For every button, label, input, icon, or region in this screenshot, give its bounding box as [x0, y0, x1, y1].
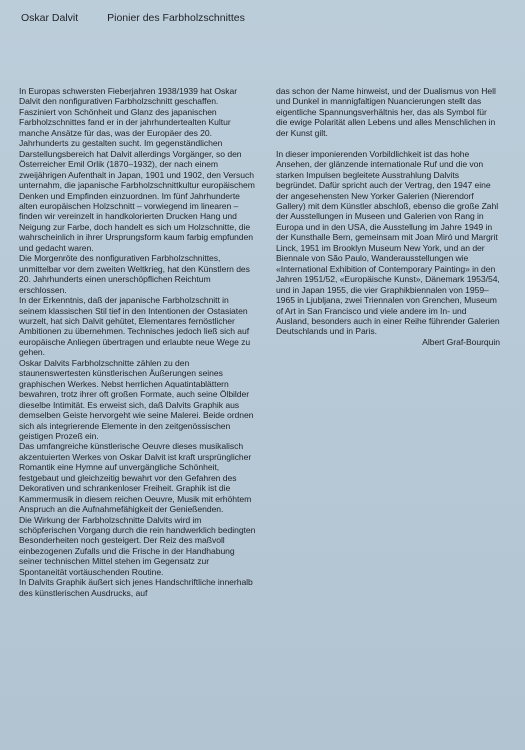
paragraph: Die Morgenröte des nonfigurativen Farbholzschnittes, unmittelbar vor dem zweiten Weltkrieg, hat den Künstlern des 20. Jahrhunderts einen unerschöpflichen Reichtum erschlossen. — [19, 253, 250, 295]
header-title: Pionier des Farbholzschnittes — [107, 12, 245, 24]
left-text-column — [19, 86, 256, 598]
page-header — [21, 12, 245, 24]
paragraph: In dieser imponierenden Vorbildlichkeit ist das hohe Ansehen, der glänzende internationale Ruf und die von starken Impulsen begleitete Ausstrahlung Dalvits begründet. Dafür spricht auch der Vertrag, den 1947 eine der angesehensten New Yorker Galerien (Nierendorf Gallery) mit dem Künstler abschloß, ebenso die große Zahl der Ausstellungen in Museen und Galerien von Rang in Europa und in den USA, die Ausstellung im Jahre 1949 in der Kunsthalle Bern, gemeinsam mit Joan Miró und Margrit Linck, 1951 im Brooklyn Museum New York, und an der Biennale von São Paulo, Wanderausstellungen wie «International Exhibition of Contemporary Painting» in den Jahren 1951/52, «Europäische Kunst», Dänemark 1953/54, und in Japan 1955, die vier Graphikbiennalen von 1959–1965 in Ljubljana, zwei Triennalen von Grenchen, Museum of Art in San Francisco und viele andere im In- und Ausland, besonders auch in einer Reihe führender Galerien Deutschlands und in Paris. — [276, 148, 500, 337]
paragraph: In der Erkenntnis, daß der japanische Farbholzschnitt in seinem klassischen Stil tief in den Intentionen der Ostasiaten wurzelt, hat sich Dalvit gehütet, Elementares fernöstlicher Ambitionen zu übernehmen. Technisches jedoch ließ sich auf europäische Anliegen übertragen und erlaubte neue Wege zu gehen. — [19, 295, 251, 358]
right-text-column — [276, 86, 500, 347]
paragraph: Oskar Dalvits Farbholzschnitte zählen zu den staunenswertesten künstlerischen Äußerungen seines graphischen Werkes. Nebst herrlichen Aquatintablättern bewahren, trotz ihrer oft großen Formate, auch seine Ölbilder dieselbe Intimität. Es erweist sich, daß Dalvits Graphik aus demselben Geiste hervorgeht wie seine Malerei. Beide ordnen sich als integrierende Elemente in den zeitgenössischen geistigen Prozeß ein. — [19, 357, 254, 441]
paragraph: Die Wirkung der Farbholzschnitte Dalvits wird im schöpferischen Vorgang durch die rein handwerklich bedingten Besonderheiten noch gesteigert. Der Reiz des maßvoll einbezogenen Zufalls und die Frische in der Handhabung seiner technischen Mittel stehen im Gegensatz zur Spontaneität vortäuschenden Routine. — [19, 514, 256, 577]
paragraph: In Europas schwersten Fieberjahren 1938/1939 hat Oskar Dalvit den nonfigurativen Farbholzschnitt geschaffen. Fasziniert von Schönheit und Glanz des japanischen Farbholzschnittes fand er in der jahrhundertealten Kultur manche Ansätze für das, was der Europäer des 20. Jahrhunderts zu gestalten sucht. Im gegenständlichen Darstellungsbereich hat Dalvit allerdings Vorgänger, so den Österreicher Emil Orlik (1870–1932), der nach einem zweijährigen Aufenthalt in Japan, 1901 und 1902, den Versuch unternahm, die japanische Farbholzschnittkultur europäischem Denken und Empfinden einzuordnen. Im fünf Jahrhunderte alten europäischen Holzschnitt – vorwiegend im linearen – finden wir vereinzelt in handkolorierten Drucken Hang und Neigung zur Farbe, doch handelt es sich um Holzschnitte, die wahrscheinlich in ihrer Ursprungsform kaum farbig empfunden und gedacht waren. — [19, 86, 255, 253]
paragraph: In Dalvits Graphik äußert sich jenes Handschriftliche innerhalb des künstlerischen Ausdrucks, auf — [19, 577, 253, 598]
paragraph: das schon der Name hinweist, und der Dualismus von Hell und Dunkel in mannigfaltigen Nuancierungen stellt das eigentliche Spannungsverhältnis her, das als Symbol für die ewige Polarität allen Lebens und alles Menschlichen in der Kunst gilt. — [276, 86, 496, 138]
signature: Albert Graf-Bourquin — [422, 336, 500, 347]
header-author: Oskar Dalvit — [21, 12, 79, 24]
paragraph: Das umfangreiche künstlerische Oeuvre dieses musikalisch akzentuierten Werkes von Oskar Dalvit ist kraft ursprünglicher Romantik eine Hymne auf unvergängliche Schönheit, festgebaut und gleichzeitig bewahrt vor den Gefahren des Dekorativen und schrankenloser Freiheit. Graphik ist die Kammermusik in diesem reichen Oeuvre, Musik mit erhöhtem Anspruch an die Aufnahmefähigkeit der Genießenden. — [19, 441, 252, 515]
